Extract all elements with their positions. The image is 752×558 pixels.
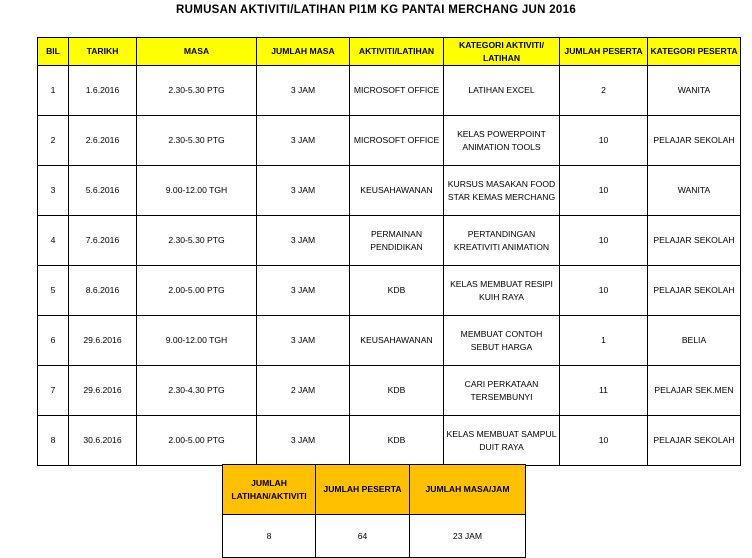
cell-masa: 2.30-5.30 PTG <box>137 66 257 116</box>
cell-kategori-peserta: PELAJAR SEKOLAH <box>648 116 741 166</box>
cell-tarikh: 29.6.2016 <box>69 366 137 416</box>
cell-kategori-peserta: PELAJAR SEK.MEN <box>648 366 741 416</box>
cell-kategori-aktiviti: KELAS MEMBUAT SAMPUL DUIT RAYA <box>444 416 560 466</box>
cell-kategori-peserta: PELAJAR SEKOLAH <box>648 266 741 316</box>
cell-kategori-aktiviti: MEMBUAT CONTOH SEBUT HARGA <box>444 316 560 366</box>
table-row <box>38 316 741 366</box>
cell-kategori-peserta: WANITA <box>648 166 741 216</box>
table-header-row <box>38 38 741 66</box>
cell-jumlah-peserta: 10 <box>560 266 648 316</box>
summary-total-latihan: 8 <box>223 515 316 558</box>
cell-aktiviti: MICROSOFT OFFICE <box>350 116 444 166</box>
cell-bil: 2 <box>38 116 69 166</box>
cell-kategori-aktiviti: LATIHAN EXCEL <box>444 66 560 116</box>
cell-jumlah-peserta: 10 <box>560 216 648 266</box>
cell-kategori-aktiviti: CARI PERKATAAN TERSEMBUNYI <box>444 366 560 416</box>
header-jumlah-masa: JUMLAH MASA <box>257 38 350 66</box>
table-row <box>38 116 741 166</box>
cell-kategori-aktiviti: KELAS MEMBUAT RESIPI KUIH RAYA <box>444 266 560 316</box>
cell-kategori-peserta: WANITA <box>648 66 741 116</box>
cell-bil: 7 <box>38 366 69 416</box>
summary-table <box>222 464 526 558</box>
activity-table <box>37 37 741 466</box>
cell-jumlah-masa: 3 JAM <box>257 266 350 316</box>
table-row <box>38 166 741 216</box>
cell-jumlah-peserta: 1 <box>560 316 648 366</box>
cell-masa: 2.00-5.00 PTG <box>137 416 257 466</box>
cell-kategori-aktiviti: PERTANDINGAN KREATIVITI ANIMATION <box>444 216 560 266</box>
cell-jumlah-peserta: 11 <box>560 366 648 416</box>
cell-bil: 8 <box>38 416 69 466</box>
cell-bil: 4 <box>38 216 69 266</box>
cell-jumlah-masa: 3 JAM <box>257 416 350 466</box>
cell-jumlah-peserta: 10 <box>560 116 648 166</box>
cell-tarikh: 7.6.2016 <box>69 216 137 266</box>
cell-bil: 5 <box>38 266 69 316</box>
table-row <box>38 266 741 316</box>
cell-aktiviti: KDB <box>350 416 444 466</box>
summary-header-masa: JUMLAH MASA/JAM <box>410 465 526 515</box>
cell-masa: 9.00-12.00 TGH <box>137 166 257 216</box>
cell-jumlah-peserta: 10 <box>560 416 648 466</box>
cell-masa: 2.00-5.00 PTG <box>137 266 257 316</box>
cell-masa: 2.30-5.30 PTG <box>137 216 257 266</box>
cell-kategori-peserta: BELIA <box>648 316 741 366</box>
cell-bil: 3 <box>38 166 69 216</box>
cell-aktiviti: KEUSAHAWANAN <box>350 166 444 216</box>
cell-jumlah-masa: 2 JAM <box>257 366 350 416</box>
cell-kategori-aktiviti: KURSUS MASAKAN FOOD STAR KEMAS MERCHANG <box>444 166 560 216</box>
header-kategori-aktiviti: KATEGORI AKTIVITI/ LATIHAN <box>444 38 560 66</box>
cell-aktiviti: KDB <box>350 266 444 316</box>
cell-masa: 2.30-5.30 PTG <box>137 116 257 166</box>
cell-tarikh: 30.6.2016 <box>69 416 137 466</box>
cell-aktiviti: KDB <box>350 366 444 416</box>
header-masa: MASA <box>137 38 257 66</box>
table-body <box>38 66 741 466</box>
table-row <box>38 416 741 466</box>
cell-jumlah-peserta: 10 <box>560 166 648 216</box>
cell-bil: 1 <box>38 66 69 116</box>
cell-jumlah-masa: 3 JAM <box>257 316 350 366</box>
summary-header-peserta: JUMLAH PESERTA <box>316 465 410 515</box>
cell-jumlah-masa: 3 JAM <box>257 116 350 166</box>
summary-header-row <box>223 465 526 515</box>
page-title: RUMUSAN AKTIVITI/LATIHAN PI1M KG PANTAI MERCHANG JUN 2016 <box>175 4 577 16</box>
summary-value-row <box>223 515 526 558</box>
header-tarikh: TARIKH <box>69 38 137 66</box>
summary-header-latihan: JUMLAH LATIHAN/AKTIVITI <box>223 465 316 515</box>
cell-aktiviti: KEUSAHAWANAN <box>350 316 444 366</box>
cell-jumlah-peserta: 2 <box>560 66 648 116</box>
table-row <box>38 366 741 416</box>
cell-kategori-aktiviti: KELAS POWERPOINT ANIMATION TOOLS <box>444 116 560 166</box>
cell-jumlah-masa: 3 JAM <box>257 66 350 116</box>
cell-tarikh: 1.6.2016 <box>69 66 137 116</box>
cell-bil: 6 <box>38 316 69 366</box>
cell-kategori-peserta: PELAJAR SEKOLAH <box>648 416 741 466</box>
header-aktiviti: AKTIVITI/LATIHAN <box>350 38 444 66</box>
table-row <box>38 66 741 116</box>
table-row <box>38 216 741 266</box>
cell-aktiviti: PERMAINAN PENDIDIKAN <box>350 216 444 266</box>
cell-masa: 2.30-4.30 PTG <box>137 366 257 416</box>
header-kategori-peserta: KATEGORI PESERTA <box>648 38 741 66</box>
cell-tarikh: 29.6.2016 <box>69 316 137 366</box>
cell-masa: 9.00-12.00 TGH <box>137 316 257 366</box>
header-bil: BIL <box>38 38 69 66</box>
cell-jumlah-masa: 3 JAM <box>257 166 350 216</box>
cell-tarikh: 2.6.2016 <box>69 116 137 166</box>
cell-aktiviti: MICROSOFT OFFICE <box>350 66 444 116</box>
header-jumlah-peserta: JUMLAH PESERTA <box>560 38 648 66</box>
cell-tarikh: 8.6.2016 <box>69 266 137 316</box>
cell-tarikh: 5.6.2016 <box>69 166 137 216</box>
summary-total-masa: 23 JAM <box>410 515 526 558</box>
summary-total-peserta: 64 <box>316 515 410 558</box>
cell-jumlah-masa: 3 JAM <box>257 216 350 266</box>
cell-kategori-peserta: PELAJAR SEKOLAH <box>648 216 741 266</box>
